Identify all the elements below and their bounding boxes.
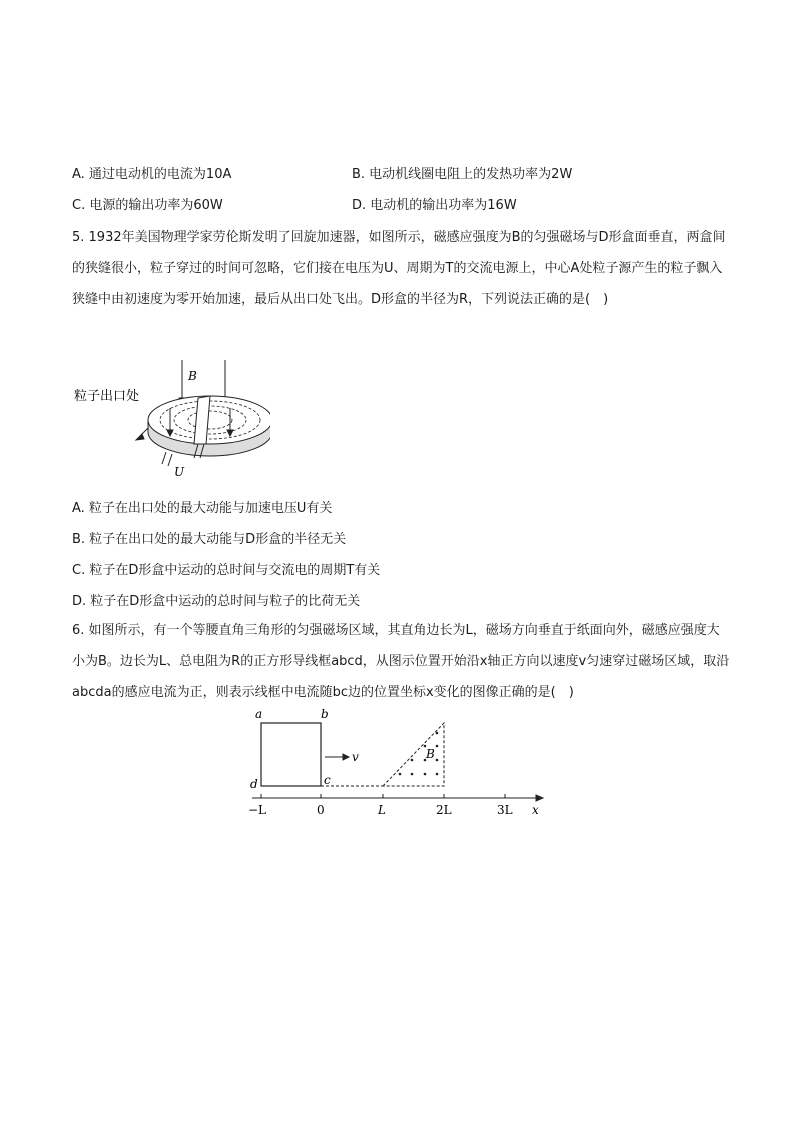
corner-a-label: a bbox=[255, 707, 263, 721]
tick-label: −L bbox=[248, 803, 267, 817]
q5-option-c: C. 粒子在D形盒中运动的总时间与交流电的周期T有关 bbox=[72, 563, 381, 578]
square-loop bbox=[261, 723, 321, 786]
velocity-label: v bbox=[352, 750, 359, 764]
figure-b-label: B bbox=[188, 369, 197, 383]
loop-field-figure bbox=[240, 706, 560, 822]
corner-b-label: b bbox=[321, 707, 329, 721]
figure-exit-label: 粒子出口处 bbox=[74, 389, 140, 404]
corner-d-label: d bbox=[250, 777, 258, 791]
field-label: B bbox=[426, 747, 435, 761]
q4-option-c: C. 电源的输出功率为60W bbox=[72, 198, 223, 213]
corner-c-label: c bbox=[324, 773, 331, 787]
x-axis bbox=[252, 794, 543, 801]
q4-option-d: D. 电动机的输出功率为16W bbox=[352, 198, 517, 213]
q5-option-d: D. 粒子在D形盒中运动的总时间与粒子的比荷无关 bbox=[72, 594, 361, 609]
q5-option-a: A. 粒子在出口处的最大动能与加速电压U有关 bbox=[72, 501, 333, 516]
tick-label: 0 bbox=[317, 803, 325, 817]
q6-stem: 6. 如图所示，有一个等腰直角三角形的匀强磁场区域，其直角边长为L，磁场方向垂直于纸面向外，磁感应强度大小为B。边长为L、总电阻为R的正方形导线框abcd，从图示位置开始沿x轴正方向以速度v匀速穿过磁场区域，取沿abcda的感应电流为正，则表示线框中电流随bc边的位置坐标x变化的图像正确的是( ) bbox=[72, 623, 730, 700]
figure-u-label: U bbox=[174, 465, 185, 479]
q5-option-b: B. 粒子在出口处的最大动能与D形盒的半径无关 bbox=[72, 532, 347, 547]
cyclotron-figure bbox=[70, 358, 270, 480]
axis-label: x bbox=[532, 803, 539, 817]
field-region bbox=[383, 723, 444, 786]
q4-option-a: A. 通过电动机的电流为10A bbox=[72, 167, 232, 182]
velocity-arrow bbox=[325, 754, 349, 760]
tick-label: 3L bbox=[497, 803, 513, 817]
q5-stem: 5. 1932年美国物理学家劳伦斯发明了回旋加速器，如图所示，磁感应强度为B的匀强磁场与D形盒面垂直，两盒间的狭缝很小，粒子穿过的时间可忽略，它们接在电压为U、周期为T的交流电源上，中心A处粒子源产生的粒子飘入狭缝中由初速度为零开始加速，最后从出口处飞出。D形盒的半径为R，下列说法正确的是( ) bbox=[72, 230, 726, 307]
tick-label: 2L bbox=[436, 803, 452, 817]
q4-option-b: B. 电动机线圈电阻上的发热功率为2W bbox=[352, 167, 573, 182]
tick-label: L bbox=[378, 803, 386, 817]
